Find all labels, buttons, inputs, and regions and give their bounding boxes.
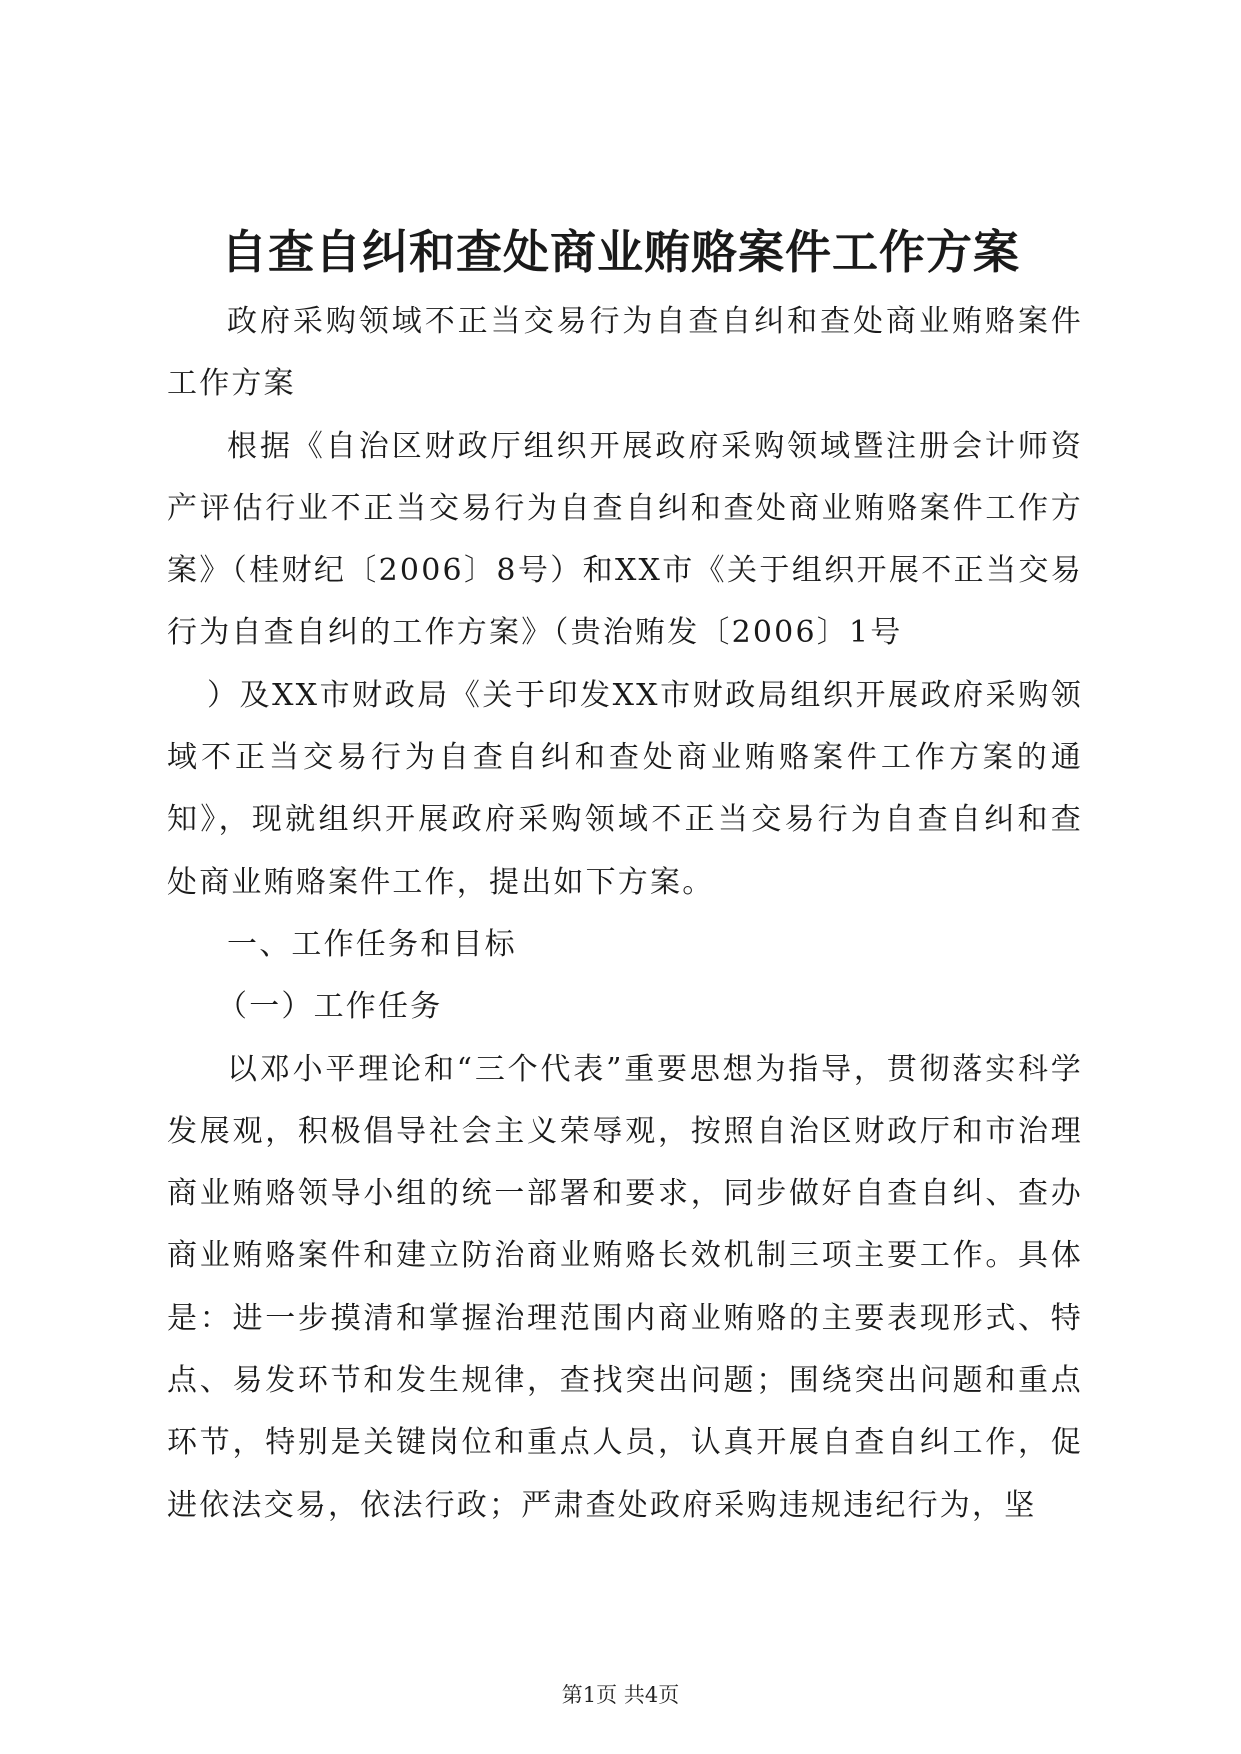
paragraph-tasks-body: 以邓小平理论和“三个代表”重要思想为指导，贯彻落实科学发展观，积极倡导社会主义荣辱观，按照自治区财政厅和市治理商业贿赂领导小组的统一部署和要求，同步做好自查自纠、查办商业贿赂案件和建立防治商业贿赂长效机制三项主要工作。具体是：进一步摸清和掌握治理范围内商业贿赂的主要表现形式、特点、易发环节和发生规律，查找突出问题；围绕突出问题和重点环节，特别是关键岗位和重点人员，认真开展自查自纠工作，促进依法交易，依法行政；严肃查处政府采购违规违纪行为，坚 <box>167 1051 1083 1523</box>
page-number-footer: 第1页 共4页 <box>561 1683 680 1707</box>
paragraph-subtitle: 政府采购领域不正当交易行为自查自纠和查处商业贿赂案件工作方案 <box>167 304 1083 402</box>
document-title: 自查自纠和查处商业贿赂案件工作方案 <box>221 225 1020 279</box>
subsection-heading-tasks: （一）工作任务 <box>217 989 443 1025</box>
paragraph-basis: 根据《自治区财政厅组织开展政府采购领域暨注册会计师资产评估行业不正当交易行为自查自纠和查处商业贿赂案件工作方案》（桂财纪〔2006〕8号）和XX市《关于组织开展不正当交易行为自查自纠的工作方案》（贵治贿发〔2006〕1号 <box>167 428 1083 651</box>
section-heading-tasks-goals: 一、工作任务和目标 <box>227 926 517 962</box>
paragraph-basis-continued: ）及XX市财政局《关于印发XX市财政局组织开展政府采购领域不正当交易行为自查自纠和查处商业贿赂案件工作方案的通知》，现就组织开展政府采购领域不正当交易行为自查自纠和查处商业贿赂案件工作，提出如下方案。 <box>167 677 1083 900</box>
document-body <box>167 291 1083 1537</box>
